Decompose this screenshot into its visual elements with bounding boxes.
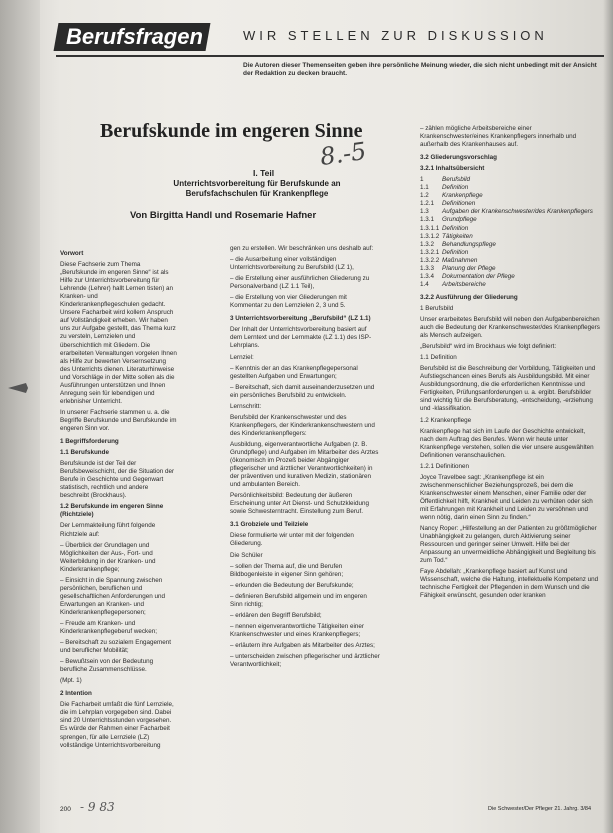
toc-title: Berufsbild (442, 176, 471, 184)
paragraph: Berufskunde ist der Teil der Berufsbeweischicht, der die Situation der Berufe in Geschichte und Gegenwart statistisch, rechtlich und andere beschreibt (Brockhaus). (60, 460, 175, 500)
text-column-2 (230, 245, 380, 672)
paragraph: Diese formulierte wir unter mit der folgenden Gliederung. (230, 532, 354, 548)
paragraph: Die Schüler (230, 551, 263, 559)
paragraph: Berufsbild der Krankenschwester und des Krankenpflegers, der Kinderkrankenschwestern und des Kinderkrankenpflegers: (230, 413, 375, 437)
text-column-3 (420, 125, 600, 603)
paragraph: – die Erstellung einer ausführlichen Gliederung zu Personalverband (LZ 1.1 Teil), (230, 275, 370, 291)
paragraph: – zählen mögliche Arbeitsbereiche einer Krankenschwester/eines Krankenpflegers innerhalb und außerhalb des Krankenhauses auf. (420, 125, 577, 149)
toc-title: Definition (442, 224, 469, 232)
subsection-heading-text: 3.2.1 Inhaltsübersicht (420, 165, 485, 173)
paragraph: 1 Berufsbild (420, 304, 454, 312)
toc-title: Maßnahmen (442, 256, 478, 264)
paragraph: – erklären den Begriff Berufsbild; (230, 611, 322, 619)
subsection-heading-text: 1.2 Berufskunde im engeren Sinne (Richtziele) (60, 503, 164, 519)
section-heading: WIR STELLEN ZUR DISKUSSION (243, 28, 548, 43)
subsection-heading-text: 1.1 Berufskunde (60, 449, 109, 457)
paragraph: Diese Fachserie zum Thema „Berufskunde im engeren Sinne“ ist als Hilfe zur Unterrichtsvorbereitung für Lehrende (Lehrer) hallt Lernen tisten) an Kranken- und Kinderkrankenpflegeschulen gedacht. Unsere Facharbeit wird kollern Anspruch auf Vollständigkeit erheben. Wir haben uns zur Aufgabe gestellt, das Thema kurz zu versteln, Lernzielen und überschichtlich mit Gliedern. Die erarbeiteten Verwaltungen vorgelen Ihnen als Hilfe zur bewerten Versernsetzung des Unterrichts dienen. Literaturhinweise und Vorschläge in der Mitte sollen als die Ausführungen unterstützen und Ihnen Anregung sein für lebendigen und erlebnisher Unterricht. (60, 261, 177, 405)
article-title: Berufskunde im engeren Sinne (100, 120, 363, 142)
paragraph: Lernziel: (230, 353, 254, 361)
section-heading-text: 3 Unterrichtsvorbereitung „Berufsbild“ (LZ 1.1) (230, 315, 371, 323)
handwritten-footer-note: - 9 83 (80, 800, 115, 814)
toc-entry (420, 249, 600, 257)
paragraph: 1.2.1 Definitionen (420, 462, 470, 470)
article-authors: Von Birgitta Handl und Rosemarie Hafner (130, 210, 317, 221)
toc-number: 1.3.2 (420, 240, 435, 248)
toc-entry (420, 216, 600, 224)
toc-title: Definition (442, 248, 469, 256)
toc-entry (420, 233, 600, 241)
paragraph: – Überblick der Grundlagen und Möglichkeiten der Aus-, Fort- und Weiterbildung in der Kranken- und Kinderkrankenpflege; (60, 541, 156, 573)
toc-number: 1 (420, 176, 424, 184)
paragraph: – definieren Berufsbild allgemein und im engeren Sinn richtig; (230, 592, 367, 608)
paragraph: Faye Abdellah: „Krankenpflege basiert auf Kunst und Wissenschaft, welche die Haltung, intellektuelle Kompetenz und technische Fertigkeit der Pflegenden in dem Wunsch und die Fähigkeit erwünscht, gesunden oder kranken (420, 568, 599, 600)
toc-number: 1.3.1 (420, 216, 435, 224)
paragraph: Nancy Roper: „Hilfestellung an der Patienten zu größtmöglicher Unabhängigkeit zu gelangen, durch Aktivierung seiner Ressourcen und geringer seiner Umwelt. Hilfe bei der Anpassung an unvermeidliche Abhängigkeit und Begleitung bis zum Tod.“ (420, 525, 597, 565)
article-subtitle: Unterrichtsvorbereitung für Berufskunde an Berufsfachschulen für Krankenpflege (173, 179, 341, 198)
paragraph: Lernschritt: (230, 402, 262, 410)
toc-title: Aufgaben der Krankenschwester/des Krankenpflegers (442, 208, 593, 216)
toc-number: 1.2 (420, 192, 429, 200)
section-heading-text: 3.2 Gliederungsvorschlag (420, 154, 497, 162)
toc-entry (420, 176, 600, 184)
toc-number: 1.2.1 (420, 200, 435, 208)
toc-entry (420, 281, 600, 289)
paragraph: Joyce Travelbee sagt: „Krankenpflege ist ein zwischenmenschlicher Beziehungsprozeß, bei dem die Krankenschwester einem Menschen, einer Familie oder der Öffentlichkeit hilft, Krankheit und Leiden zu verhüten oder sich mit Erfahrungen mit Krankheit und Leiden zu versöhnen und wenn nötig, darin einen Sinn zu finden.“ (420, 473, 593, 522)
toc-entry (420, 265, 600, 273)
paragraph: – unterscheiden zwischen pflegerischer und ärztlicher Verantwortlichkeit; (230, 652, 380, 669)
toc-entry (420, 200, 600, 208)
handwritten-note: 8.-5 (318, 136, 369, 172)
toc-title: Definition (442, 184, 469, 192)
toc-number: 1.3.3 (420, 264, 435, 272)
section-heading-text: 1 Begriffsforderung (60, 438, 119, 446)
toc-number: 1.3.1.1 (420, 224, 440, 232)
toc-number: 1.3 (420, 208, 429, 216)
paragraph: In unserer Fachserie stammen u. a. die Begriffe Berufskunde und Berufskunde im engeren Sinn vor. (60, 408, 177, 432)
toc-title: Planung der Pflege (442, 264, 496, 272)
toc-entry (420, 192, 600, 200)
paragraph: Der Inhalt der Unterrichtsvorbereitung basiert auf dem Lerntext und der Lernmakte (LZ 1.1) des ISP-Lehrplans. (230, 326, 372, 350)
paragraph: Persönlichkeitsbild: Bedeutung der äußeren Erscheinung unter Art Dienst- und Schutzkleidung sowie Schwesterntracht. Einstellung zum Beruf. (230, 492, 369, 516)
toc-number: 1.3.1.2 (420, 232, 440, 240)
article-part: I. Teil (253, 168, 275, 178)
toc-number: 1.4 (420, 280, 429, 288)
toc-title: Arbeitsbereiche (442, 280, 486, 288)
binding-shadow (0, 0, 40, 833)
paragraph: – Bereitschaft zu sozialem Engagement und beruflicher Mobilität; (60, 639, 171, 655)
toc-number: 1.3.4 (420, 272, 435, 280)
toc-entry (420, 225, 600, 233)
paragraph: – Einsicht in die Spannung zwischen persönlichen, beruflichen und gesellschaftlichen Anforderungen und Erwartungen an Kranken- und Kinderkrankenpflegepersonen; (60, 576, 166, 616)
paragraph: – erläutern ihre Aufgaben als Mitarbeiter des Arztes; (230, 641, 375, 649)
page-number: 200 (60, 806, 71, 813)
toc-title: Grundpflege (442, 216, 477, 224)
paper-clip-icon (6, 380, 30, 396)
text-column-1 (60, 245, 177, 753)
section-heading-text: Vorwort (60, 250, 84, 257)
toc-title: Tätigkeiten (442, 232, 473, 240)
paragraph: (Mpt. 1) (60, 677, 82, 685)
paragraph: Krankenpflege hat sich im Laufe der Geschichte entwickelt, nach dem Auftrag des Berufes. Wenn wir heute unter Krankenpflege verstehen, sollen die vier unsere ausgewählten Definitionen veranschaulichen. (420, 427, 594, 459)
paragraph: Die Facharbeit umfaßt die fünf Lernziele, die im Lehrplan vorgegeben sind. Dabei sind 20 Unterrichtsstunden vorgesehen. Es würde der Rahmen einer Facharbeit sprengen, für alle Lernziele (LZ) vollständige Unterrichtsvorbereitung (60, 701, 174, 749)
paragraph: – die Erstellung von vier Gliederungen mit Kommentar zu den Lernzielen 2, 3 und 5. (230, 294, 347, 310)
journal-source: Die Schwester/Der Pfleger 21. Jahrg. 3/84 (488, 806, 592, 812)
paragraph: – sollen der Thema auf, die und Berufen Bildbogenleiste in eigener Sinn gehören; (230, 562, 344, 578)
paragraph: – Bewußtsein von der Bedeutung berufliche Zusammenschlüsse. (60, 658, 154, 674)
paragraph: – Freude am Kranken- und Kinderkrankenpflegeberuf wecken; (60, 619, 157, 636)
section-heading-text: 3.1 Grobziele und Teilziele (230, 521, 309, 529)
toc-number: 1.3.2.1 (420, 248, 440, 256)
toc-entry (420, 257, 600, 265)
section-heading-text: 3.2.2 Ausführung der Gliederung (420, 293, 518, 301)
toc-title: Krankenpflege (442, 192, 483, 200)
toc-title: Dokumentation der Pflege (442, 272, 515, 280)
toc-number: 1.1 (420, 184, 429, 192)
header-rule (56, 55, 604, 57)
paragraph: gen zu erstellen. Wir beschränken uns deshalb auf: (230, 245, 374, 252)
paragraph: Ausbildung, eigenverantwortliche Aufgaben (z. B. Grundpflege) und Aufgaben im Mitarbeiter des Arztes (ökonomisch im Prozeß beider Abgängiger pflegerischer und ärztlicher Verantwortlichkeiten) in der präventiven und kurativen Medizin, stationären und ambulanten Bereich. (230, 440, 379, 489)
paragraph: 1.1 Definition (420, 354, 457, 362)
editor-note: Die Autoren dieser Themenseiten geben ihre persönliche Meinung wieder, die sich nicht unbedingt mit der Ansicht der Redaktion zu decken braucht. (243, 62, 597, 77)
paragraph: Berufsbild ist die Beschreibung der Vorbildung, Tätigkeiten und Aufstiegschancen eines Berufs als Ausbildungsbild. Mit einer Ausbildungsordnung, die die erforderlichen Kenntnisse und Fertigkeiten, Prüfungsanforderungen u. a. ergibt. Berufsbilder sind wichtig für die Berufsberatung, -entscheidung, -erziehung und -klassifikation. (420, 365, 596, 413)
paragraph: „Berufsbild“ wird im Brockhaus wie folgt definiert: (420, 343, 557, 351)
toc-entry (420, 184, 600, 192)
section-heading-text: 2 Intention (60, 690, 92, 698)
toc-entry (420, 208, 600, 216)
paragraph: – Kenntnis der an das Krankenpflegepersonal gestellten Aufgaben und Erwartungen; (230, 364, 358, 380)
edge-shadow (603, 0, 613, 833)
toc-entry (420, 273, 600, 281)
section-badge: Berufsfragen (54, 23, 211, 51)
paragraph: – Bereitschaft, sich damit auseinanderzusetzen und ein persönliches Berufsbild zu entwickeln. (230, 383, 375, 399)
paragraph: – die Ausarbeitung einer vollständigen Unterrichtsvorbereitung zu Berufsbild (LZ 1), (230, 256, 354, 272)
paragraph: Der Lernmakteilung führt folgende Richtziele auf: (60, 522, 156, 538)
toc-entry (420, 241, 600, 249)
paragraph: 1.2 Krankenpflege (420, 416, 472, 424)
toc-title: Behandlungspflege (442, 240, 496, 248)
paragraph: – erkunden die Bedeutung der Berufskunde; (230, 581, 354, 589)
toc-title: Definitionen (442, 200, 476, 208)
paragraph: Unser erarbeitetes Berufsbild will neben den Aufgabenbereichen auch die Bedeutung der Krankenschwester/des Krankenpflegers als Mensch aufzeigen. (420, 315, 600, 340)
toc-number: 1.3.2.2 (420, 256, 440, 264)
paragraph: – nennen eigenverantwortliche Tätigkeiten einer Krankenschwester und eines Krankenpflegers; (230, 622, 364, 638)
